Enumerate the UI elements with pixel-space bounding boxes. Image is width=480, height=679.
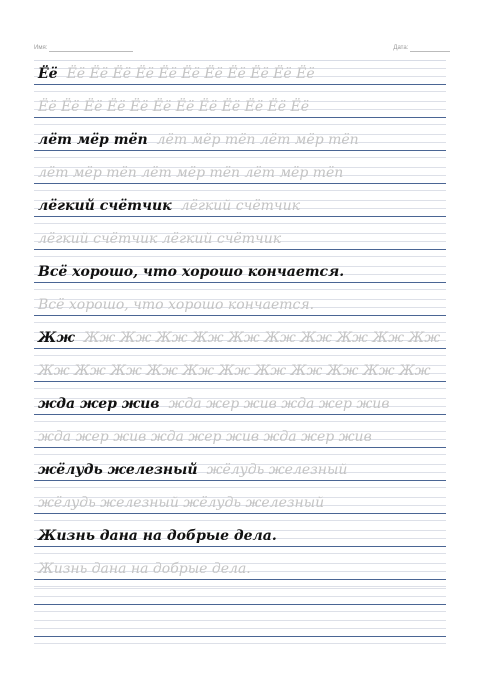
writing-row	[34, 128, 446, 160]
model-text: Жж	[38, 330, 75, 346]
writing-row	[34, 326, 446, 358]
row-text	[38, 129, 359, 151]
row-text	[38, 525, 277, 547]
writing-row	[34, 293, 446, 325]
guide-line	[34, 355, 446, 356]
row-text	[38, 162, 343, 184]
writing-row	[34, 62, 446, 94]
model-text: жда жер жив	[38, 396, 160, 412]
row-text	[38, 96, 309, 118]
writing-row	[34, 161, 446, 193]
trace-text: Всё хорошо, что хорошо кончается.	[38, 297, 315, 313]
writing-row	[34, 425, 446, 457]
name-field	[34, 44, 133, 52]
trace-text: лёгкий счётчик лёгкий счётчик	[38, 231, 282, 247]
guide-line	[34, 223, 446, 224]
trace-text: лёгкий счётчик	[180, 198, 300, 214]
row-text	[38, 426, 372, 448]
writing-row	[34, 227, 446, 259]
trace-text: жда жер жив жда жер жив	[168, 396, 390, 412]
writing-row	[34, 359, 446, 391]
trace-text: Жж Жж Жж Жж Жж Жж Жж Жж Жж Жж Жж	[38, 363, 431, 379]
writing-row	[34, 392, 446, 424]
trace-text: лёт мёр тёп лёт мёр тёп	[156, 132, 359, 148]
model-text: лёт мёр тёп	[38, 132, 148, 148]
trace-text: Ёё Ёё Ёё Ёё Ёё Ёё Ёё Ёё Ёё Ёё Ёё Ёё	[38, 99, 310, 115]
row-text	[38, 63, 315, 85]
row-text	[38, 492, 324, 514]
model-text: Ёё	[38, 66, 58, 82]
row-text	[38, 327, 440, 349]
row-text	[38, 195, 300, 217]
guide-line	[34, 190, 446, 191]
model-text: жёлудь железный	[38, 462, 198, 478]
trace-text: жёлудь железный жёлудь железный	[38, 495, 325, 511]
writing-row	[34, 491, 446, 523]
model-text: Жизнь дана на добрые дела.	[38, 528, 277, 544]
guide-line	[34, 454, 446, 455]
guide-line	[34, 553, 446, 554]
guide-line	[34, 322, 446, 323]
date-blank[interactable]	[410, 45, 450, 52]
row-text	[38, 558, 251, 580]
guide-line	[34, 388, 446, 389]
guide-line	[34, 520, 446, 521]
guide-line	[34, 91, 446, 92]
guide-line	[34, 157, 446, 158]
writing-row	[34, 260, 446, 292]
row-text	[38, 459, 347, 481]
guide-line	[34, 289, 446, 290]
row-text	[38, 393, 389, 415]
writing-row	[34, 524, 446, 556]
model-text: Всё хорошо, что хорошо кончается.	[38, 264, 345, 280]
guide-line	[34, 256, 446, 257]
trace-text: Жж Жж Жж Жж Жж Жж Жж Жж Жж Жж	[83, 330, 441, 346]
name-blank[interactable]	[49, 45, 133, 52]
row-text	[38, 360, 431, 382]
empty-writing-row	[34, 582, 446, 614]
guide-line	[34, 487, 446, 488]
row-text	[38, 261, 344, 283]
trace-text: Ёё Ёё Ёё Ёё Ёё Ёё Ёё Ёё Ёё Ёё Ёё	[66, 66, 315, 82]
name-label: Имя:	[34, 45, 48, 51]
row-text	[38, 228, 281, 250]
writing-row	[34, 458, 446, 490]
model-text: лёгкий счётчик	[38, 198, 172, 214]
guide-line	[34, 124, 446, 125]
trace-text: жёлудь железный	[206, 462, 348, 478]
trace-text: жда жер жив жда жер жив жда жер жив	[38, 429, 372, 445]
writing-row	[34, 95, 446, 127]
date-label: Дата:	[393, 45, 409, 51]
date-field	[393, 44, 450, 52]
trace-text: Жизнь дана на добрые дела.	[38, 561, 251, 577]
guide-line	[34, 421, 446, 422]
trace-text: лёт мёр тёп лёт мёр тёп лёт мёр тёп	[38, 165, 344, 181]
writing-row	[34, 194, 446, 226]
header-divider	[34, 60, 446, 61]
empty-writing-row	[34, 614, 446, 646]
row-text	[38, 294, 314, 316]
